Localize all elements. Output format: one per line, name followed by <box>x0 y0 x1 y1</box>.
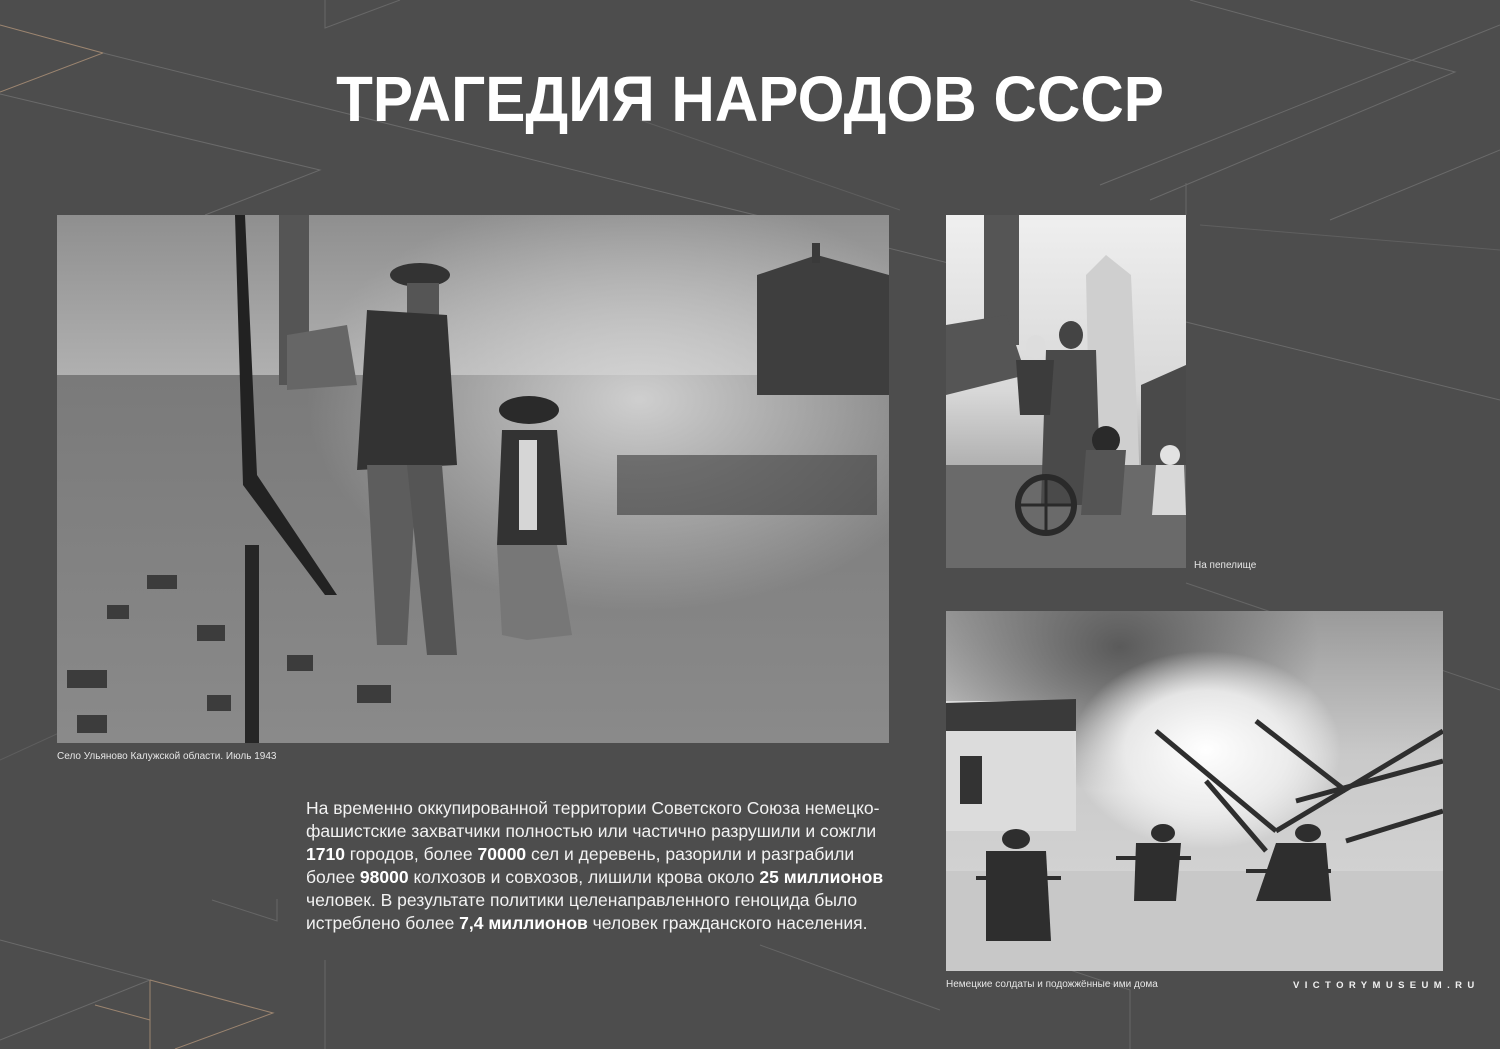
body-text-segment: На временно оккупированной территории Советского Союза немецко-фашистские захватчики полностью или частично разрушили и сожгли <box>306 798 880 841</box>
body-paragraph <box>306 797 906 935</box>
photo-ruins-man-boy <box>57 215 889 743</box>
body-text-segment: человек. В результате политики целенаправленного геноцида было истреблено более <box>306 890 858 933</box>
top-right-photo-caption: На пепелище <box>1194 560 1257 571</box>
stat-homeless: 25 миллионов <box>759 867 884 887</box>
photo-woman-child-ruins <box>946 215 1186 568</box>
bottom-right-photo <box>946 611 1443 971</box>
body-text-segment: колхозов и совхозов, лишили крова около <box>408 867 760 887</box>
body-text-segment: городов, более <box>344 844 478 864</box>
main-photo <box>57 215 889 743</box>
page-title: ТРАГЕДИЯ НАРОДОВ СССР <box>336 63 1164 135</box>
stat-cities: 1710 <box>306 844 345 864</box>
stat-civilians-killed: 7,4 миллионов <box>459 913 588 933</box>
stat-villages: 70000 <box>477 844 527 864</box>
bottom-right-photo-caption: Немецкие солдаты и подожжённые ими дома <box>946 979 1158 990</box>
top-right-photo <box>946 215 1186 568</box>
brand-url: VICTORYMUSEUM.RU <box>1293 980 1480 991</box>
stat-collective-farms: 98000 <box>359 867 409 887</box>
body-text-segment: сел и деревень, разорили и разграбили более <box>306 844 855 887</box>
main-photo-caption: Село Ульяново Калужской области. Июль 1943 <box>57 751 277 762</box>
photo-soldiers-burning-houses <box>946 611 1443 971</box>
body-text-segment: человек гражданского населения. <box>587 913 868 933</box>
